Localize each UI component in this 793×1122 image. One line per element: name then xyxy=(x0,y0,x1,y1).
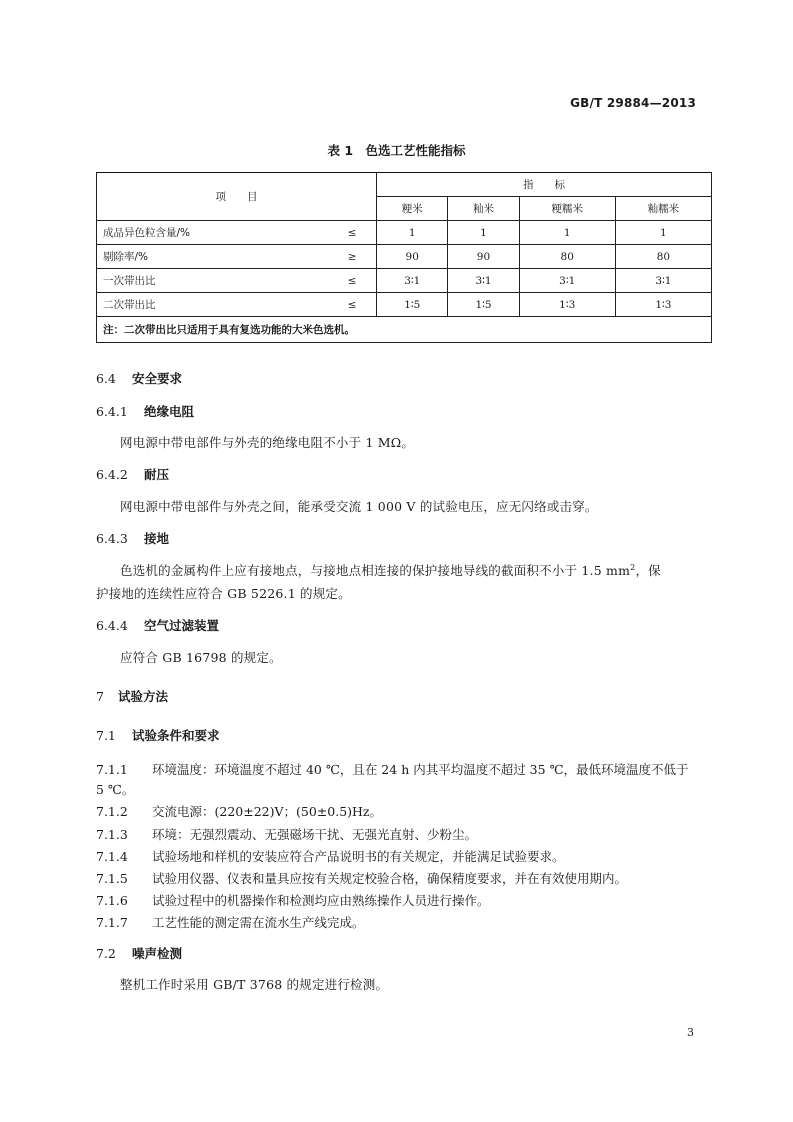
section-6-4-heading xyxy=(96,369,182,387)
row-symbol: ≤ xyxy=(328,221,377,245)
header-col: 粳糯米 xyxy=(519,197,615,221)
section-title: 接地 xyxy=(144,531,170,546)
section-number: 7.2 xyxy=(96,946,116,961)
header-col: 籼米 xyxy=(448,197,519,221)
page-number: 3 xyxy=(687,1026,694,1039)
header-col: 籼糯米 xyxy=(615,197,711,221)
item-number: 7.1.1 xyxy=(96,762,128,777)
superscript: 2 xyxy=(630,562,636,572)
cell: 3∶1 xyxy=(377,269,448,293)
cell: 90 xyxy=(377,245,448,269)
list-item xyxy=(96,869,627,887)
section-6-4-1-text: 网电源中带电部件与外壳的绝缘电阻不小于 1 MΩ。 xyxy=(120,435,415,450)
section-6-4-4-text: 应符合 GB 16798 的规定。 xyxy=(120,650,282,665)
section-title: 噪声检测 xyxy=(132,946,183,961)
item-text: 工艺性能的测定需在流水生产线完成。 xyxy=(152,915,365,930)
item-number: 7.1.7 xyxy=(96,915,128,930)
list-item xyxy=(96,802,382,820)
section-6-4-3-text-line2: 护接地的连续性应符合 GB 5226.1 的规定。 xyxy=(96,586,351,601)
list-item xyxy=(96,913,365,931)
cell: 1∶5 xyxy=(377,293,448,317)
cell: 1∶5 xyxy=(448,293,519,317)
item-text: 试验过程中的机器操作和检测均应由熟练操作人员进行操作。 xyxy=(152,893,490,908)
section-7-1-heading xyxy=(96,726,220,744)
performance-table xyxy=(96,172,712,343)
item-text: 试验场地和样机的安装应符合产品说明书的有关规定，并能满足试验要求。 xyxy=(152,849,565,864)
table-row xyxy=(97,269,712,293)
cell: 90 xyxy=(448,245,519,269)
cell: 3∶1 xyxy=(615,269,711,293)
cell: 1 xyxy=(519,221,615,245)
list-item xyxy=(96,891,490,909)
standard-code: GB/T 29884—2013 xyxy=(570,96,696,110)
list-item xyxy=(96,847,565,865)
cell: 1∶3 xyxy=(519,293,615,317)
section-7-heading xyxy=(96,687,168,705)
row-symbol: ≤ xyxy=(328,293,377,317)
item-number: 7.1.4 xyxy=(96,849,128,864)
table-title: 表 1 色选工艺性能指标 xyxy=(327,143,466,158)
section-title: 空气过滤装置 xyxy=(144,618,220,633)
row-item: 二次带出比 xyxy=(97,293,329,317)
section-title: 试验条件和要求 xyxy=(132,728,220,743)
row-symbol: ≥ xyxy=(328,245,377,269)
table-note: 注：二次带出比只适用于具有复选功能的大米色选机。 xyxy=(97,317,712,343)
item-number: 7.1.6 xyxy=(96,893,128,908)
section-title: 耐压 xyxy=(144,467,170,482)
text-part: ，保 xyxy=(635,563,661,578)
section-title: 试验方法 xyxy=(118,689,169,704)
list-item xyxy=(96,760,689,778)
cell: 1∶3 xyxy=(615,293,711,317)
item-text: 环境温度：环境温度不超过 40 ℃，且在 24 h 内其平均温度不超过 35 ℃，最低环境温度不低于 xyxy=(152,762,689,777)
cell: 80 xyxy=(519,245,615,269)
header-index: 指 标 xyxy=(377,173,712,197)
row-item: 剔除率/% xyxy=(97,245,329,269)
section-number: 6.4.4 xyxy=(96,618,128,633)
table-row xyxy=(97,221,712,245)
item-text: 环境：无强烈震动、无强磁场干扰、无强光直射、少粉尘。 xyxy=(152,827,478,842)
item-number: 7.1.3 xyxy=(96,827,128,842)
table-row xyxy=(97,245,712,269)
row-item: 一次带出比 xyxy=(97,269,329,293)
section-number: 6.4.2 xyxy=(96,467,128,482)
item-number: 7.1.5 xyxy=(96,871,128,886)
section-6-4-4-heading xyxy=(96,616,219,634)
section-6-4-1-heading xyxy=(96,402,194,420)
item-text: 交流电源：(220±22)V；(50±0.5)Hz。 xyxy=(152,804,383,819)
section-number: 6.4.1 xyxy=(96,404,128,419)
table-row xyxy=(97,293,712,317)
section-number: 6.4 xyxy=(96,371,116,386)
cell: 3∶1 xyxy=(519,269,615,293)
section-6-4-2-text: 网电源中带电部件与外壳之间，能承受交流 1 000 V 的试验电压，应无闪络或击穿。 xyxy=(120,499,598,514)
section-number: 7 xyxy=(96,689,104,704)
cell: 3∶1 xyxy=(448,269,519,293)
section-6-4-2-heading xyxy=(96,465,169,483)
item-text: 试验用仪器、仪表和量具应按有关规定校验合格，确保精度要求，并在有效使用期内。 xyxy=(152,871,628,886)
section-6-4-3-text-line1 xyxy=(120,561,661,579)
section-number: 6.4.3 xyxy=(96,531,128,546)
cell: 1 xyxy=(615,221,711,245)
text-part: 色选机的金属构件上应有接地点，与接地点相连接的保护接地导线的截面积不小于 1.5 mm xyxy=(120,563,631,578)
header-item: 项 目 xyxy=(97,173,377,221)
header-col: 粳米 xyxy=(377,197,448,221)
row-item: 成品异色粒含量/% xyxy=(97,221,329,245)
item-number: 7.1.2 xyxy=(96,804,128,819)
section-number: 7.1 xyxy=(96,728,116,743)
list-item-continuation: 5 ℃。 xyxy=(96,782,135,797)
cell: 80 xyxy=(615,245,711,269)
section-7-2-heading xyxy=(96,944,182,962)
section-6-4-3-heading xyxy=(96,529,169,547)
row-symbol: ≤ xyxy=(328,269,377,293)
list-item xyxy=(96,825,477,843)
cell: 1 xyxy=(448,221,519,245)
cell: 1 xyxy=(377,221,448,245)
section-title: 安全要求 xyxy=(132,371,183,386)
section-title: 绝缘电阻 xyxy=(144,404,195,419)
section-7-2-text: 整机工作时采用 GB/T 3768 的规定进行检测。 xyxy=(120,977,389,992)
